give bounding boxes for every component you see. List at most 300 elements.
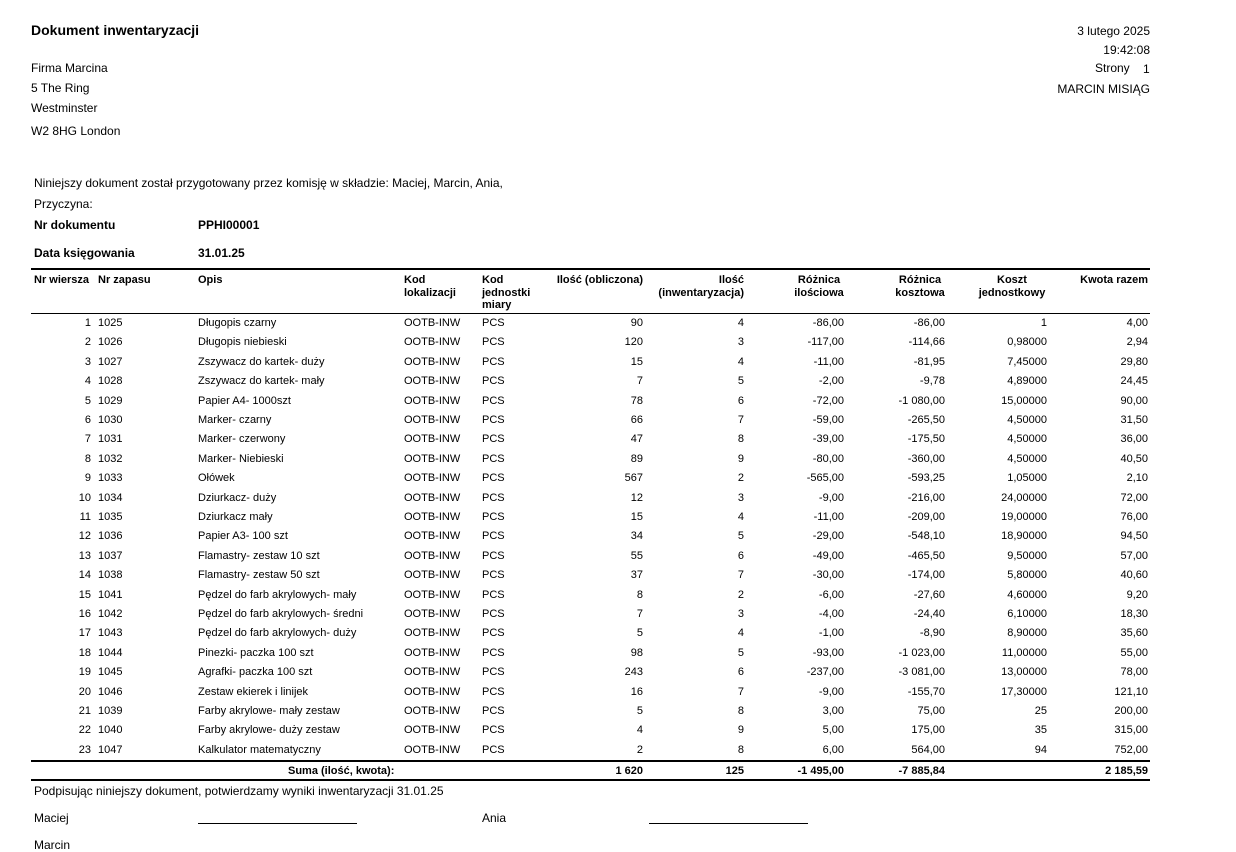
- header-unit-cost: Koszt jednostkowy: [978, 274, 1046, 299]
- document-time: 19:42:08: [1103, 43, 1150, 57]
- signer-maciej: Maciej: [34, 811, 69, 825]
- cell-location: OOTB-INW: [404, 355, 461, 368]
- cell-item-no: 1039: [98, 705, 123, 717]
- cell-qty-inv: 6: [737, 666, 744, 679]
- table-row: [0, 356, 1236, 375]
- cell-uom: PCS: [482, 646, 505, 659]
- cell-line-no: 1: [84, 317, 91, 329]
- cell-line-no: 22: [78, 724, 91, 737]
- table-row: [0, 627, 1236, 646]
- cell-line-no: 3: [84, 355, 91, 368]
- cell-line-no: 14: [78, 569, 91, 582]
- cell-item-no: 1027: [98, 355, 123, 368]
- intro-text: Niniejszy dokument został przygotowany przez komisję w składzie: Maciej, Marcin, Ania,: [34, 176, 503, 190]
- cell-location: OOTB-INW: [404, 549, 461, 562]
- cell-diff-qty: -80,00: [812, 452, 844, 465]
- confirm-text: Podpisując niniejszy dokument, potwierdzamy wyniki inwentaryzacji 31.01.25: [34, 784, 444, 798]
- signature-line-maciej: [198, 823, 357, 824]
- company-city: Westminster: [31, 101, 98, 115]
- cell-unit-cost: 15,00000: [1001, 394, 1047, 407]
- cell-desc: Farby akrylowe- mały zestaw: [198, 705, 340, 717]
- header-item-no: Nr zapasu: [98, 274, 151, 286]
- cell-desc: Marker- Niebieski: [198, 452, 284, 465]
- cell-line-no: 8: [84, 452, 91, 465]
- cell-total: 24,45: [1120, 375, 1148, 388]
- sum-total: 2 185,59: [1105, 765, 1148, 777]
- cell-total: 18,30: [1120, 608, 1148, 620]
- cell-location: OOTB-INW: [404, 627, 461, 640]
- cell-diff-qty: -11,00: [813, 355, 844, 368]
- table-row: [0, 666, 1236, 685]
- cell-location: OOTB-INW: [404, 588, 461, 601]
- cell-desc: Pędzel do farb akrylowych- duży: [198, 627, 357, 640]
- cell-location: OOTB-INW: [404, 414, 461, 426]
- cell-location: OOTB-INW: [404, 724, 461, 737]
- cell-unit-cost: 25: [1034, 705, 1047, 717]
- cell-total: 2,94: [1126, 336, 1148, 349]
- cell-unit-cost: 94: [1034, 743, 1047, 756]
- cell-item-no: 1041: [98, 588, 123, 601]
- cell-qty-calc: 37: [630, 569, 643, 582]
- cell-diff-qty: -9,00: [818, 685, 844, 698]
- cell-location: OOTB-INW: [404, 394, 461, 407]
- cell-diff-cost: -548,10: [907, 530, 945, 543]
- cell-line-no: 21: [78, 705, 91, 717]
- cell-diff-qty: -39,00: [812, 433, 844, 446]
- cell-uom: PCS: [482, 375, 505, 388]
- cell-unit-cost: 8,90000: [1007, 627, 1047, 640]
- header-qty-inv: Ilość (inwentaryzacja): [658, 274, 744, 299]
- cell-qty-calc: 66: [630, 414, 643, 426]
- table-row: [0, 589, 1236, 608]
- cell-qty-calc: 5: [636, 705, 643, 717]
- cell-uom: PCS: [482, 452, 505, 465]
- cell-desc: Ołówek: [198, 472, 235, 485]
- cell-qty-inv: 3: [737, 608, 744, 620]
- cell-total: 35,60: [1120, 627, 1148, 640]
- header-diff-cost: Różnica kosztowa: [895, 274, 945, 299]
- cell-item-no: 1040: [98, 724, 123, 737]
- cell-qty-calc: 243: [624, 666, 643, 679]
- cell-location: OOTB-INW: [404, 433, 461, 446]
- cell-unit-cost: 9,50000: [1007, 549, 1047, 562]
- cell-total: 76,00: [1120, 511, 1148, 523]
- cell-qty-calc: 7: [636, 608, 643, 620]
- cell-desc: Flamastry- zestaw 50 szt: [198, 569, 320, 582]
- cell-unit-cost: 13,00000: [1001, 666, 1047, 679]
- cell-diff-qty: -4,00: [818, 608, 844, 620]
- cell-total: 29,80: [1120, 355, 1148, 368]
- cell-uom: PCS: [482, 743, 505, 756]
- cell-qty-inv: 8: [737, 705, 744, 717]
- cell-diff-cost: -1 080,00: [898, 394, 945, 407]
- cell-uom: PCS: [482, 724, 505, 737]
- cell-diff-qty: -93,00: [812, 646, 844, 659]
- cell-qty-inv: 5: [737, 646, 744, 659]
- table-row: [0, 608, 1236, 627]
- cell-item-no: 1029: [98, 394, 123, 407]
- cell-total: 94,50: [1120, 530, 1148, 543]
- cell-desc: Dziurkacz- duży: [198, 491, 277, 504]
- cell-qty-calc: 12: [630, 491, 643, 504]
- cell-uom: PCS: [482, 336, 505, 349]
- cell-diff-qty: -237,00: [806, 666, 844, 679]
- cell-line-no: 17: [78, 627, 91, 640]
- cell-item-no: 1026: [98, 336, 123, 349]
- cell-line-no: 10: [78, 491, 91, 504]
- cell-desc: Kalkulator matematyczny: [198, 743, 321, 756]
- cell-line-no: 12: [78, 530, 91, 543]
- cell-line-no: 16: [78, 608, 91, 620]
- cell-qty-inv: 5: [737, 530, 744, 543]
- cell-item-no: 1035: [98, 511, 123, 523]
- cell-location: OOTB-INW: [404, 608, 461, 620]
- cell-diff-qty: 5,00: [822, 724, 844, 737]
- sum-label: Suma (ilość, kwota):: [288, 765, 395, 777]
- cell-uom: PCS: [482, 530, 505, 543]
- cell-total: 40,50: [1120, 452, 1148, 465]
- cell-diff-cost: 564,00: [911, 743, 945, 756]
- cell-item-no: 1037: [98, 549, 123, 562]
- cell-qty-inv: 6: [737, 549, 744, 562]
- cell-diff-qty: -1,00: [818, 627, 844, 640]
- cell-diff-qty: -29,00: [812, 530, 844, 543]
- header-desc: Opis: [198, 274, 223, 286]
- document-date: 3 lutego 2025: [1077, 24, 1150, 38]
- cell-unit-cost: 19,00000: [1001, 511, 1047, 523]
- cell-qty-calc: 5: [636, 627, 643, 640]
- signer-marcin: Marcin: [34, 838, 71, 852]
- cell-unit-cost: 4,50000: [1007, 414, 1047, 426]
- signature-line-ania: [649, 823, 808, 824]
- cell-diff-qty: -49,00: [812, 549, 844, 562]
- cell-qty-calc: 89: [630, 452, 643, 465]
- cell-diff-qty: -30,00: [812, 569, 844, 582]
- cell-diff-qty: -86,00: [812, 317, 844, 329]
- sum-qty-inv: 125: [725, 765, 744, 777]
- header-total: Kwota razem: [1080, 274, 1148, 286]
- cell-diff-cost: -465,50: [907, 549, 945, 562]
- cell-item-no: 1032: [98, 452, 123, 465]
- cell-location: OOTB-INW: [404, 375, 461, 388]
- cell-desc: Zszywacz do kartek- duży: [198, 355, 325, 368]
- cell-qty-inv: 7: [737, 685, 744, 698]
- cell-diff-cost: 175,00: [911, 724, 945, 737]
- cell-desc: Marker- czarny: [198, 414, 272, 426]
- cell-qty-calc: 2: [636, 743, 643, 756]
- cell-item-no: 1034: [98, 491, 123, 504]
- cell-qty-inv: 3: [737, 336, 744, 349]
- cell-total: 55,00: [1120, 646, 1148, 659]
- cell-line-no: 20: [78, 685, 91, 698]
- cell-qty-calc: 7: [636, 375, 643, 388]
- header-diff-qty: Różnica ilościowa: [794, 274, 844, 299]
- cell-uom: PCS: [482, 472, 505, 485]
- cell-qty-inv: 6: [737, 394, 744, 407]
- cell-total: 121,10: [1114, 685, 1148, 698]
- cell-uom: PCS: [482, 511, 505, 523]
- cell-diff-qty: -117,00: [807, 336, 844, 349]
- cell-line-no: 19: [78, 666, 91, 679]
- header-location: Kod lokalizacji: [404, 274, 456, 299]
- cell-diff-cost: -24,40: [913, 608, 945, 620]
- cell-diff-cost: -86,00: [913, 317, 945, 329]
- cell-total: 90,00: [1120, 394, 1148, 407]
- cell-total: 4,00: [1126, 317, 1148, 329]
- cell-qty-inv: 4: [737, 627, 744, 640]
- cell-line-no: 23: [78, 743, 91, 756]
- header-qty-calc: Ilość (obliczona): [556, 274, 643, 286]
- cell-line-no: 4: [84, 375, 91, 388]
- table-row: [0, 705, 1236, 724]
- cell-qty-calc: 34: [630, 530, 643, 543]
- cell-location: OOTB-INW: [404, 472, 461, 485]
- cell-diff-cost: -8,90: [919, 627, 945, 640]
- table-row: [0, 336, 1236, 355]
- cell-unit-cost: 11,00000: [1001, 646, 1047, 659]
- cell-line-no: 5: [84, 394, 91, 407]
- cell-location: OOTB-INW: [404, 666, 461, 679]
- cell-desc: Marker- czerwony: [198, 433, 286, 446]
- table-row: [0, 375, 1236, 394]
- cell-qty-calc: 567: [624, 472, 643, 485]
- header-line-no: Nr wiersza: [34, 274, 90, 286]
- signer-ania: Ania: [482, 811, 507, 825]
- cell-diff-cost: -3 081,00: [898, 666, 945, 679]
- cell-unit-cost: 1: [1040, 317, 1047, 329]
- cell-qty-inv: 8: [737, 743, 744, 756]
- cell-qty-inv: 7: [737, 569, 744, 582]
- cell-qty-inv: 7: [737, 414, 744, 426]
- cell-qty-inv: 4: [737, 511, 744, 523]
- cell-total: 200,00: [1114, 705, 1148, 717]
- cell-diff-qty: -6,00: [818, 588, 844, 601]
- cell-diff-cost: -265,50: [907, 414, 945, 426]
- cell-unit-cost: 4,89000: [1007, 375, 1047, 388]
- cell-qty-calc: 90: [630, 317, 643, 329]
- cell-uom: PCS: [482, 608, 505, 620]
- table-row: [0, 317, 1236, 336]
- cell-qty-calc: 120: [624, 336, 643, 349]
- cell-unit-cost: 5,80000: [1007, 569, 1047, 582]
- cell-qty-inv: 2: [737, 472, 744, 485]
- cell-qty-inv: 4: [737, 355, 744, 368]
- cell-diff-cost: -175,50: [907, 433, 945, 446]
- cell-qty-inv: 5: [737, 375, 744, 388]
- cell-item-no: 1036: [98, 530, 123, 543]
- doc-no-label: Nr dokumentu: [34, 218, 116, 232]
- company-street: 5 The Ring: [31, 81, 90, 95]
- cell-line-no: 7: [84, 433, 91, 446]
- cell-item-no: 1045: [98, 666, 123, 679]
- cell-location: OOTB-INW: [404, 530, 461, 543]
- cell-line-no: 11: [79, 511, 91, 523]
- cell-desc: Farby akrylowe- duży zestaw: [198, 724, 340, 737]
- cell-total: 78,00: [1120, 666, 1148, 679]
- cell-uom: PCS: [482, 588, 505, 601]
- table-row: [0, 511, 1236, 530]
- cell-item-no: 1038: [98, 569, 123, 582]
- cell-qty-inv: 2: [737, 588, 744, 601]
- cell-unit-cost: 18,90000: [1001, 530, 1047, 543]
- cell-total: 36,00: [1120, 433, 1148, 446]
- reason-label: Przyczyna:: [34, 197, 93, 211]
- posting-date-label: Data księgowania: [34, 246, 135, 260]
- company-name: Firma Marcina: [31, 61, 108, 75]
- cell-unit-cost: 4,50000: [1007, 433, 1047, 446]
- cell-item-no: 1046: [98, 685, 123, 698]
- cell-qty-calc: 98: [630, 646, 643, 659]
- table-row: [0, 686, 1236, 705]
- cell-uom: PCS: [482, 627, 505, 640]
- cell-uom: PCS: [482, 317, 505, 329]
- cell-diff-cost: -1 023,00: [898, 646, 945, 659]
- cell-uom: PCS: [482, 705, 505, 717]
- cell-qty-inv: 3: [737, 491, 744, 504]
- table-row: [0, 647, 1236, 666]
- cell-unit-cost: 7,45000: [1007, 355, 1047, 368]
- cell-line-no: 13: [78, 549, 91, 562]
- cell-total: 40,60: [1120, 569, 1148, 582]
- cell-qty-inv: 8: [737, 433, 744, 446]
- cell-item-no: 1028: [98, 375, 123, 388]
- cell-location: OOTB-INW: [404, 511, 461, 523]
- cell-qty-calc: 15: [630, 511, 643, 523]
- cell-total: 72,00: [1120, 491, 1148, 504]
- cell-item-no: 1042: [98, 608, 123, 620]
- cell-desc: Papier A4- 1000szt: [198, 394, 291, 407]
- cell-line-no: 6: [84, 414, 91, 426]
- table-row: [0, 395, 1236, 414]
- table-row: [0, 550, 1236, 569]
- sum-diff-qty: -1 495,00: [797, 765, 844, 777]
- cell-location: OOTB-INW: [404, 317, 461, 329]
- cell-uom: PCS: [482, 394, 505, 407]
- sum-qty-calc: 1 620: [615, 765, 643, 777]
- cell-diff-cost: -9,78: [919, 375, 945, 388]
- cell-uom: PCS: [482, 355, 505, 368]
- cell-item-no: 1030: [98, 414, 123, 426]
- cell-qty-calc: 16: [630, 685, 643, 698]
- sum-diff-cost: -7 885,84: [898, 765, 945, 777]
- cell-diff-cost: -209,00: [907, 511, 945, 523]
- cell-desc: Pinezki- paczka 100 szt: [198, 646, 314, 659]
- cell-diff-qty: 3,00: [822, 705, 844, 717]
- sum-top-rule: [31, 760, 1150, 762]
- cell-diff-cost: -114,66: [908, 336, 945, 349]
- cell-qty-calc: 78: [630, 394, 643, 407]
- header-bottom-rule: [31, 313, 1150, 314]
- cell-desc: Pędzel do farb akrylowych- mały: [198, 588, 357, 601]
- table-row: [0, 433, 1236, 452]
- cell-item-no: 1031: [98, 433, 123, 446]
- cell-unit-cost: 6,10000: [1007, 608, 1047, 620]
- cell-total: 2,10: [1126, 472, 1148, 485]
- cell-desc: Zszywacz do kartek- mały: [198, 375, 325, 388]
- cell-desc: Papier A3- 100 szt: [198, 530, 288, 543]
- cell-item-no: 1047: [98, 743, 123, 756]
- cell-total: 57,00: [1120, 549, 1148, 562]
- cell-unit-cost: 4,60000: [1007, 588, 1047, 601]
- cell-diff-qty: 6,00: [822, 743, 844, 756]
- cell-diff-cost: -216,00: [907, 491, 945, 504]
- cell-line-no: 2: [84, 336, 91, 349]
- cell-qty-inv: 9: [737, 724, 744, 737]
- cell-unit-cost: 4,50000: [1007, 452, 1047, 465]
- cell-desc: Agrafki- paczka 100 szt: [198, 666, 313, 679]
- table-row: [0, 530, 1236, 549]
- cell-diff-cost: -81,95: [913, 355, 945, 368]
- page-label: Strony: [1095, 61, 1130, 75]
- table-row: [0, 414, 1236, 433]
- header-uom: Kod jednostki miary: [482, 274, 531, 311]
- cell-desc: Długopis niebieski: [198, 336, 287, 349]
- posting-date-value: 31.01.25: [198, 246, 245, 260]
- cell-location: OOTB-INW: [404, 336, 461, 349]
- cell-item-no: 1025: [98, 317, 123, 329]
- cell-location: OOTB-INW: [404, 569, 461, 582]
- cell-item-no: 1044: [98, 646, 123, 659]
- cell-location: OOTB-INW: [404, 452, 461, 465]
- cell-uom: PCS: [482, 549, 505, 562]
- cell-desc: Pędzel do farb akrylowych- średni: [198, 608, 364, 620]
- table-row: [0, 492, 1236, 511]
- sum-bottom-rule: [31, 779, 1150, 781]
- cell-uom: PCS: [482, 433, 505, 446]
- cell-item-no: 1043: [98, 627, 123, 640]
- cell-line-no: 9: [84, 472, 91, 485]
- cell-uom: PCS: [482, 685, 505, 698]
- cell-qty-inv: 9: [737, 452, 744, 465]
- cell-location: OOTB-INW: [404, 685, 461, 698]
- cell-desc: Dziurkacz mały: [198, 511, 273, 523]
- cell-line-no: 18: [78, 646, 91, 659]
- table-row: [0, 724, 1236, 743]
- cell-diff-qty: -59,00: [812, 414, 844, 426]
- cell-diff-qty: -9,00: [818, 491, 844, 504]
- table-row: [0, 472, 1236, 491]
- cell-uom: PCS: [482, 666, 505, 679]
- cell-uom: PCS: [482, 414, 505, 426]
- document-title: Dokument inwentaryzacji: [31, 22, 200, 38]
- cell-unit-cost: 24,00000: [1001, 491, 1047, 504]
- cell-item-no: 1033: [98, 472, 123, 485]
- cell-qty-calc: 4: [636, 724, 643, 737]
- cell-qty-calc: 55: [630, 549, 643, 562]
- cell-desc: Flamastry- zestaw 10 szt: [198, 549, 320, 562]
- cell-qty-inv: 4: [737, 317, 744, 329]
- cell-location: OOTB-INW: [404, 646, 461, 659]
- cell-location: OOTB-INW: [404, 491, 461, 504]
- cell-uom: PCS: [482, 491, 505, 504]
- cell-location: OOTB-INW: [404, 743, 461, 756]
- table-top-rule: [31, 268, 1150, 270]
- cell-unit-cost: 0,98000: [1007, 336, 1047, 349]
- cell-desc: Długopis czarny: [198, 317, 277, 329]
- cell-total: 31,50: [1120, 414, 1148, 426]
- cell-qty-calc: 8: [636, 588, 643, 601]
- user-name: MARCIN MISIĄG: [1057, 82, 1150, 96]
- cell-diff-qty: -11,00: [813, 511, 844, 523]
- cell-unit-cost: 17,30000: [1001, 685, 1047, 698]
- cell-diff-cost: -593,25: [907, 472, 945, 485]
- cell-unit-cost: 1,05000: [1007, 472, 1047, 485]
- cell-diff-qty: -72,00: [812, 394, 844, 407]
- cell-qty-calc: 47: [630, 433, 643, 446]
- cell-total: 315,00: [1114, 724, 1148, 737]
- company-postal: W2 8HG London: [31, 124, 121, 138]
- table-row: [0, 453, 1236, 472]
